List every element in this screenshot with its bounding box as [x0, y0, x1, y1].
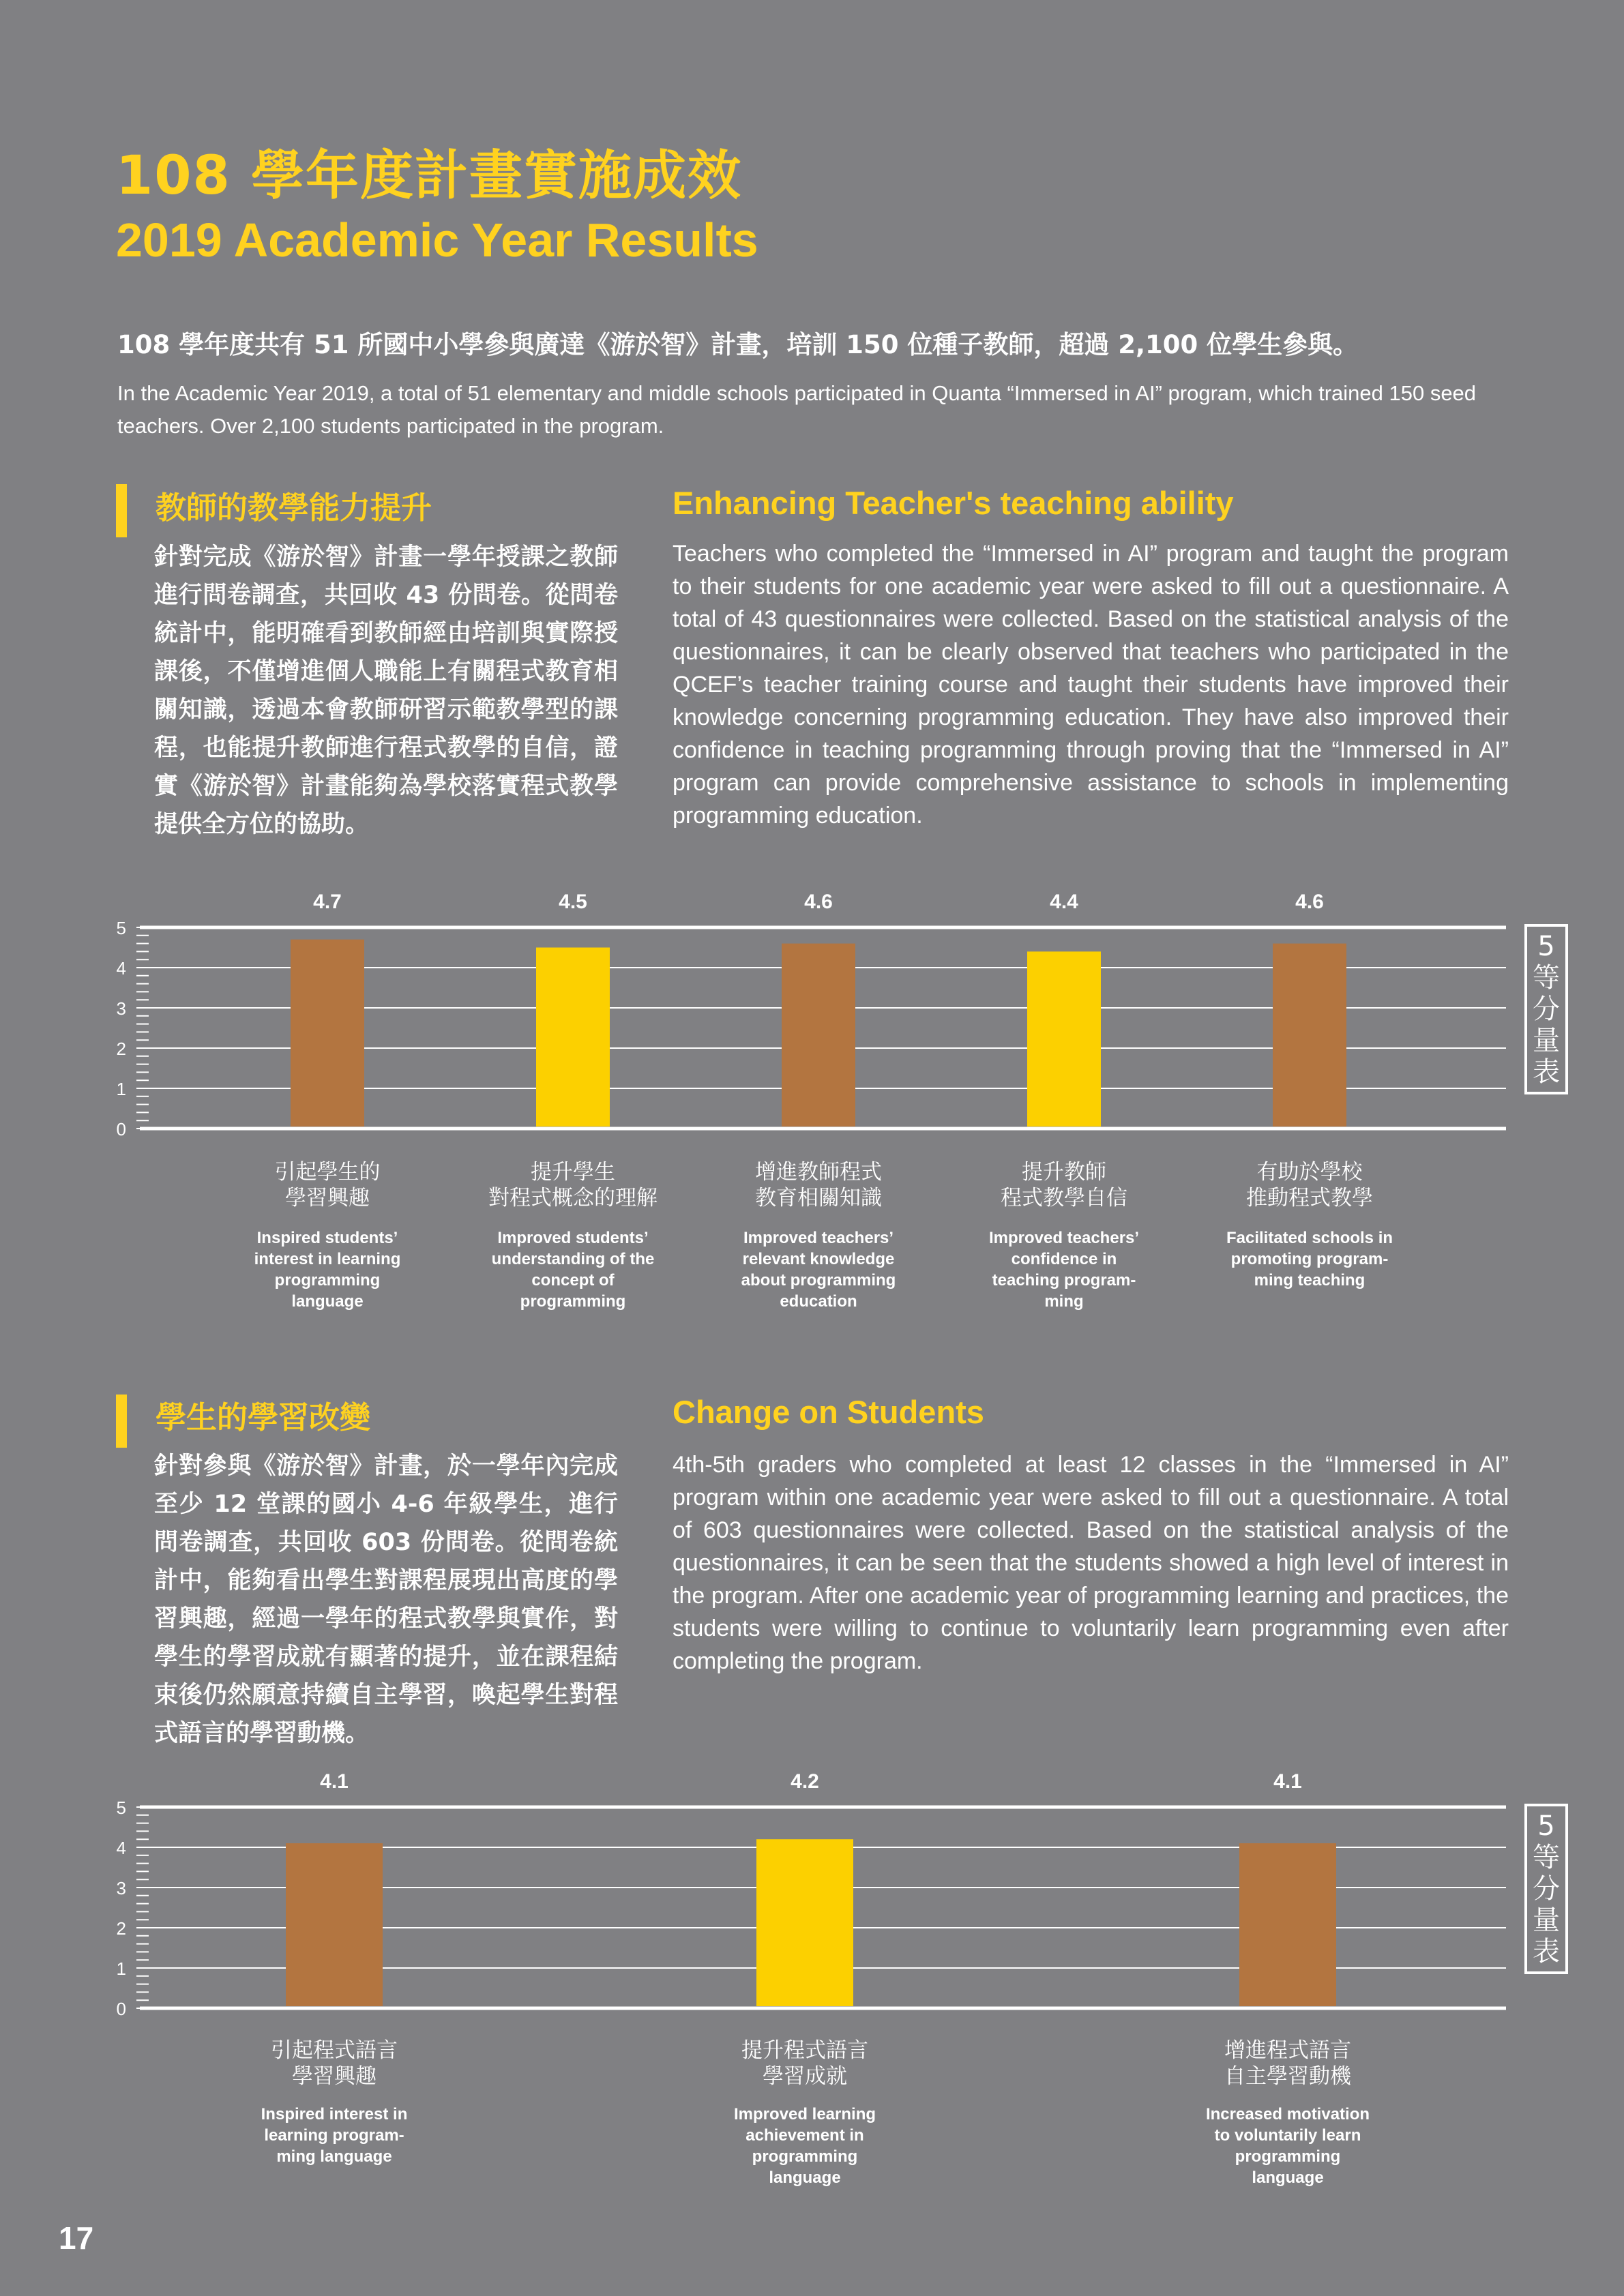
x-category-label-en: Improved teachers’ confidence in teaching program- ming	[988, 1229, 1140, 1311]
y-tick-label: 5	[116, 918, 126, 938]
x-category-label-zh: 提升學生 對程式概念的理解	[488, 1160, 658, 1210]
x-category-label-en: Inspired students’ interest in learning programming language	[254, 1229, 401, 1311]
x-category-label-zh: 增進程式語言 自主學習動機	[1224, 2038, 1351, 2089]
teacher-section-title-en: Enhancing Teacher's teaching ability	[673, 485, 1234, 521]
y-tick-label: 2	[116, 1039, 126, 1059]
y-tick-label: 0	[116, 1999, 126, 2019]
student-section-body-zh: 針對參與《游於智》計畫，於一學年內完成至少 12 堂課的國小 4-6 年級學生，進行問卷調查，共回收 603 份問卷。從問卷統計中，能夠看出學生對課程展現出高度的學習興趣，經過一學年的程式教學與實作，對學生的學習成就有顯著的提升，並在課程結束後仍然願意持續自主學習，喚起學生對程式語言的學習動機。	[154, 1452, 618, 1747]
bar	[1273, 944, 1346, 1127]
bar	[782, 944, 855, 1127]
x-category-label-en: Improved teachers’ relevant knowledge about programming education	[741, 1229, 896, 1311]
bar	[291, 940, 364, 1127]
student-section-title-zh: 學生的學習改變	[156, 1399, 371, 1435]
page-title-en: 2019 Academic Year Results	[116, 213, 758, 267]
student-section-title-en: Change on Students	[673, 1394, 984, 1430]
student-section-body-en: 4th-5th graders who completed at least 12 classes in the “Immersed in AI” program within one academic year were asked to fill out a questionnaire. A total of 603 questionnaires were collected. Based on the statistical analysis of the questionnaires, it can be seen that the students showed a high level of interest in the program. After one academic year of programming learning and practices, the students were willing to continue to voluntarily learn programming even after completing the program.	[673, 1452, 1509, 1674]
bar-value-label: 4.1	[320, 1770, 349, 1793]
bar	[536, 948, 610, 1127]
y-tick-label: 0	[116, 1119, 126, 1139]
x-category-label-zh: 有助於學校 推動程式教學	[1246, 1160, 1373, 1210]
bar-value-label: 4.4	[1050, 891, 1078, 913]
bar-value-label: 4.5	[559, 891, 587, 913]
teacher-survey-bar-chart	[0, 880, 1624, 1152]
five-point-scale-label: 5 等 分 量 表	[1524, 1804, 1568, 1974]
y-tick-label: 2	[116, 1918, 126, 1939]
bar-value-label: 4.6	[1295, 891, 1324, 913]
bar	[756, 1839, 853, 2006]
teacher-section-title-zh: 教師的教學能力提升	[156, 490, 432, 526]
x-category-label-zh: 提升程式語言 學習成就	[741, 2038, 868, 2089]
y-tick-label: 4	[116, 1838, 126, 1858]
bar	[286, 1843, 383, 2006]
x-category-label-en: Facilitated schools in promoting program- ming teaching	[1226, 1229, 1393, 1289]
intro-text-zh: 108 學年度共有 51 所國中小學參與廣達《游於智》計畫，培訓 150 位種子教師，超過 2,100 位學生參與。	[117, 330, 1359, 359]
y-tick-label: 3	[116, 1878, 126, 1898]
bar-value-label: 4.7	[313, 891, 342, 913]
student-survey-bar-chart	[0, 1759, 1624, 2032]
teacher-section-body-zh: 針對完成《游於智》計畫一學年授課之教師進行問卷調查，共回收 43 份問卷。從問卷統計中，能明確看到教師經由培訓與實際授課後，不僅增進個人職能上有關程式教育相關知識，透過本會教師研習示範教學型的課程，也能提升教師進行程式教學的自信，證實《游於智》計畫能夠為學校落實程式教學提供全方位的協助。	[154, 543, 618, 838]
bar	[1239, 1843, 1336, 2006]
x-category-label-zh: 引起學生的 學習興趣	[274, 1160, 381, 1210]
y-tick-label: 3	[116, 998, 126, 1019]
teacher-section-body-en: Teachers who completed the “Immersed in AI” program and taught the program to their students for one academic year were asked to fill out a questionnaire. A total of 43 questionnaires were collected. Based on the statistical analysis of the questionnaires, it can be clearly observed that teachers who participated in the QCEF’s teacher training course and taught their students have improved their knowledge concerning programming education. They have also improved their confidence in teaching programming through proving that the “Immersed in AI” program can provide comprehensive assistance to schools in implementing programming education.	[673, 541, 1509, 829]
bar	[1027, 951, 1101, 1127]
bar-value-label: 4.2	[791, 1770, 819, 1793]
x-category-label-zh: 引起程式語言 學習興趣	[271, 2038, 398, 2089]
section-accent-bar	[116, 484, 127, 537]
x-category-label-en: Improved students’ understanding of the concept of programming	[491, 1229, 655, 1311]
five-point-scale-label: 5 等 分 量 表	[1524, 924, 1568, 1094]
intro-text-en: In the Academic Year 2019, a total of 51 elementary and middle schools participated in Quanta “Immersed in AI” program, which trained 150 seed teachers. Over 2,100 students participated in the program.	[117, 381, 1477, 438]
y-tick-label: 5	[116, 1798, 126, 1818]
section-accent-bar	[116, 1395, 127, 1448]
bar-value-label: 4.6	[804, 891, 833, 913]
y-tick-label: 1	[116, 1958, 126, 1979]
x-category-label-zh: 提升教師 程式教學自信	[1001, 1160, 1127, 1210]
y-tick-label: 4	[116, 958, 126, 979]
bar-value-label: 4.1	[1273, 1770, 1302, 1793]
x-category-label-en: Improved learning achievement in programming language	[733, 2105, 876, 2187]
page-title-zh: 108 學年度計畫實施成效	[116, 145, 742, 207]
y-tick-label: 1	[116, 1079, 126, 1099]
x-category-label-en: Increased motivation to voluntarily learn programming language	[1205, 2105, 1370, 2187]
page-number: 17	[59, 2220, 94, 2256]
x-category-label-en: Inspired interest in learning program- ming language	[261, 2105, 408, 2166]
x-category-label-zh: 增進教師程式 教育相關知識	[755, 1160, 882, 1210]
